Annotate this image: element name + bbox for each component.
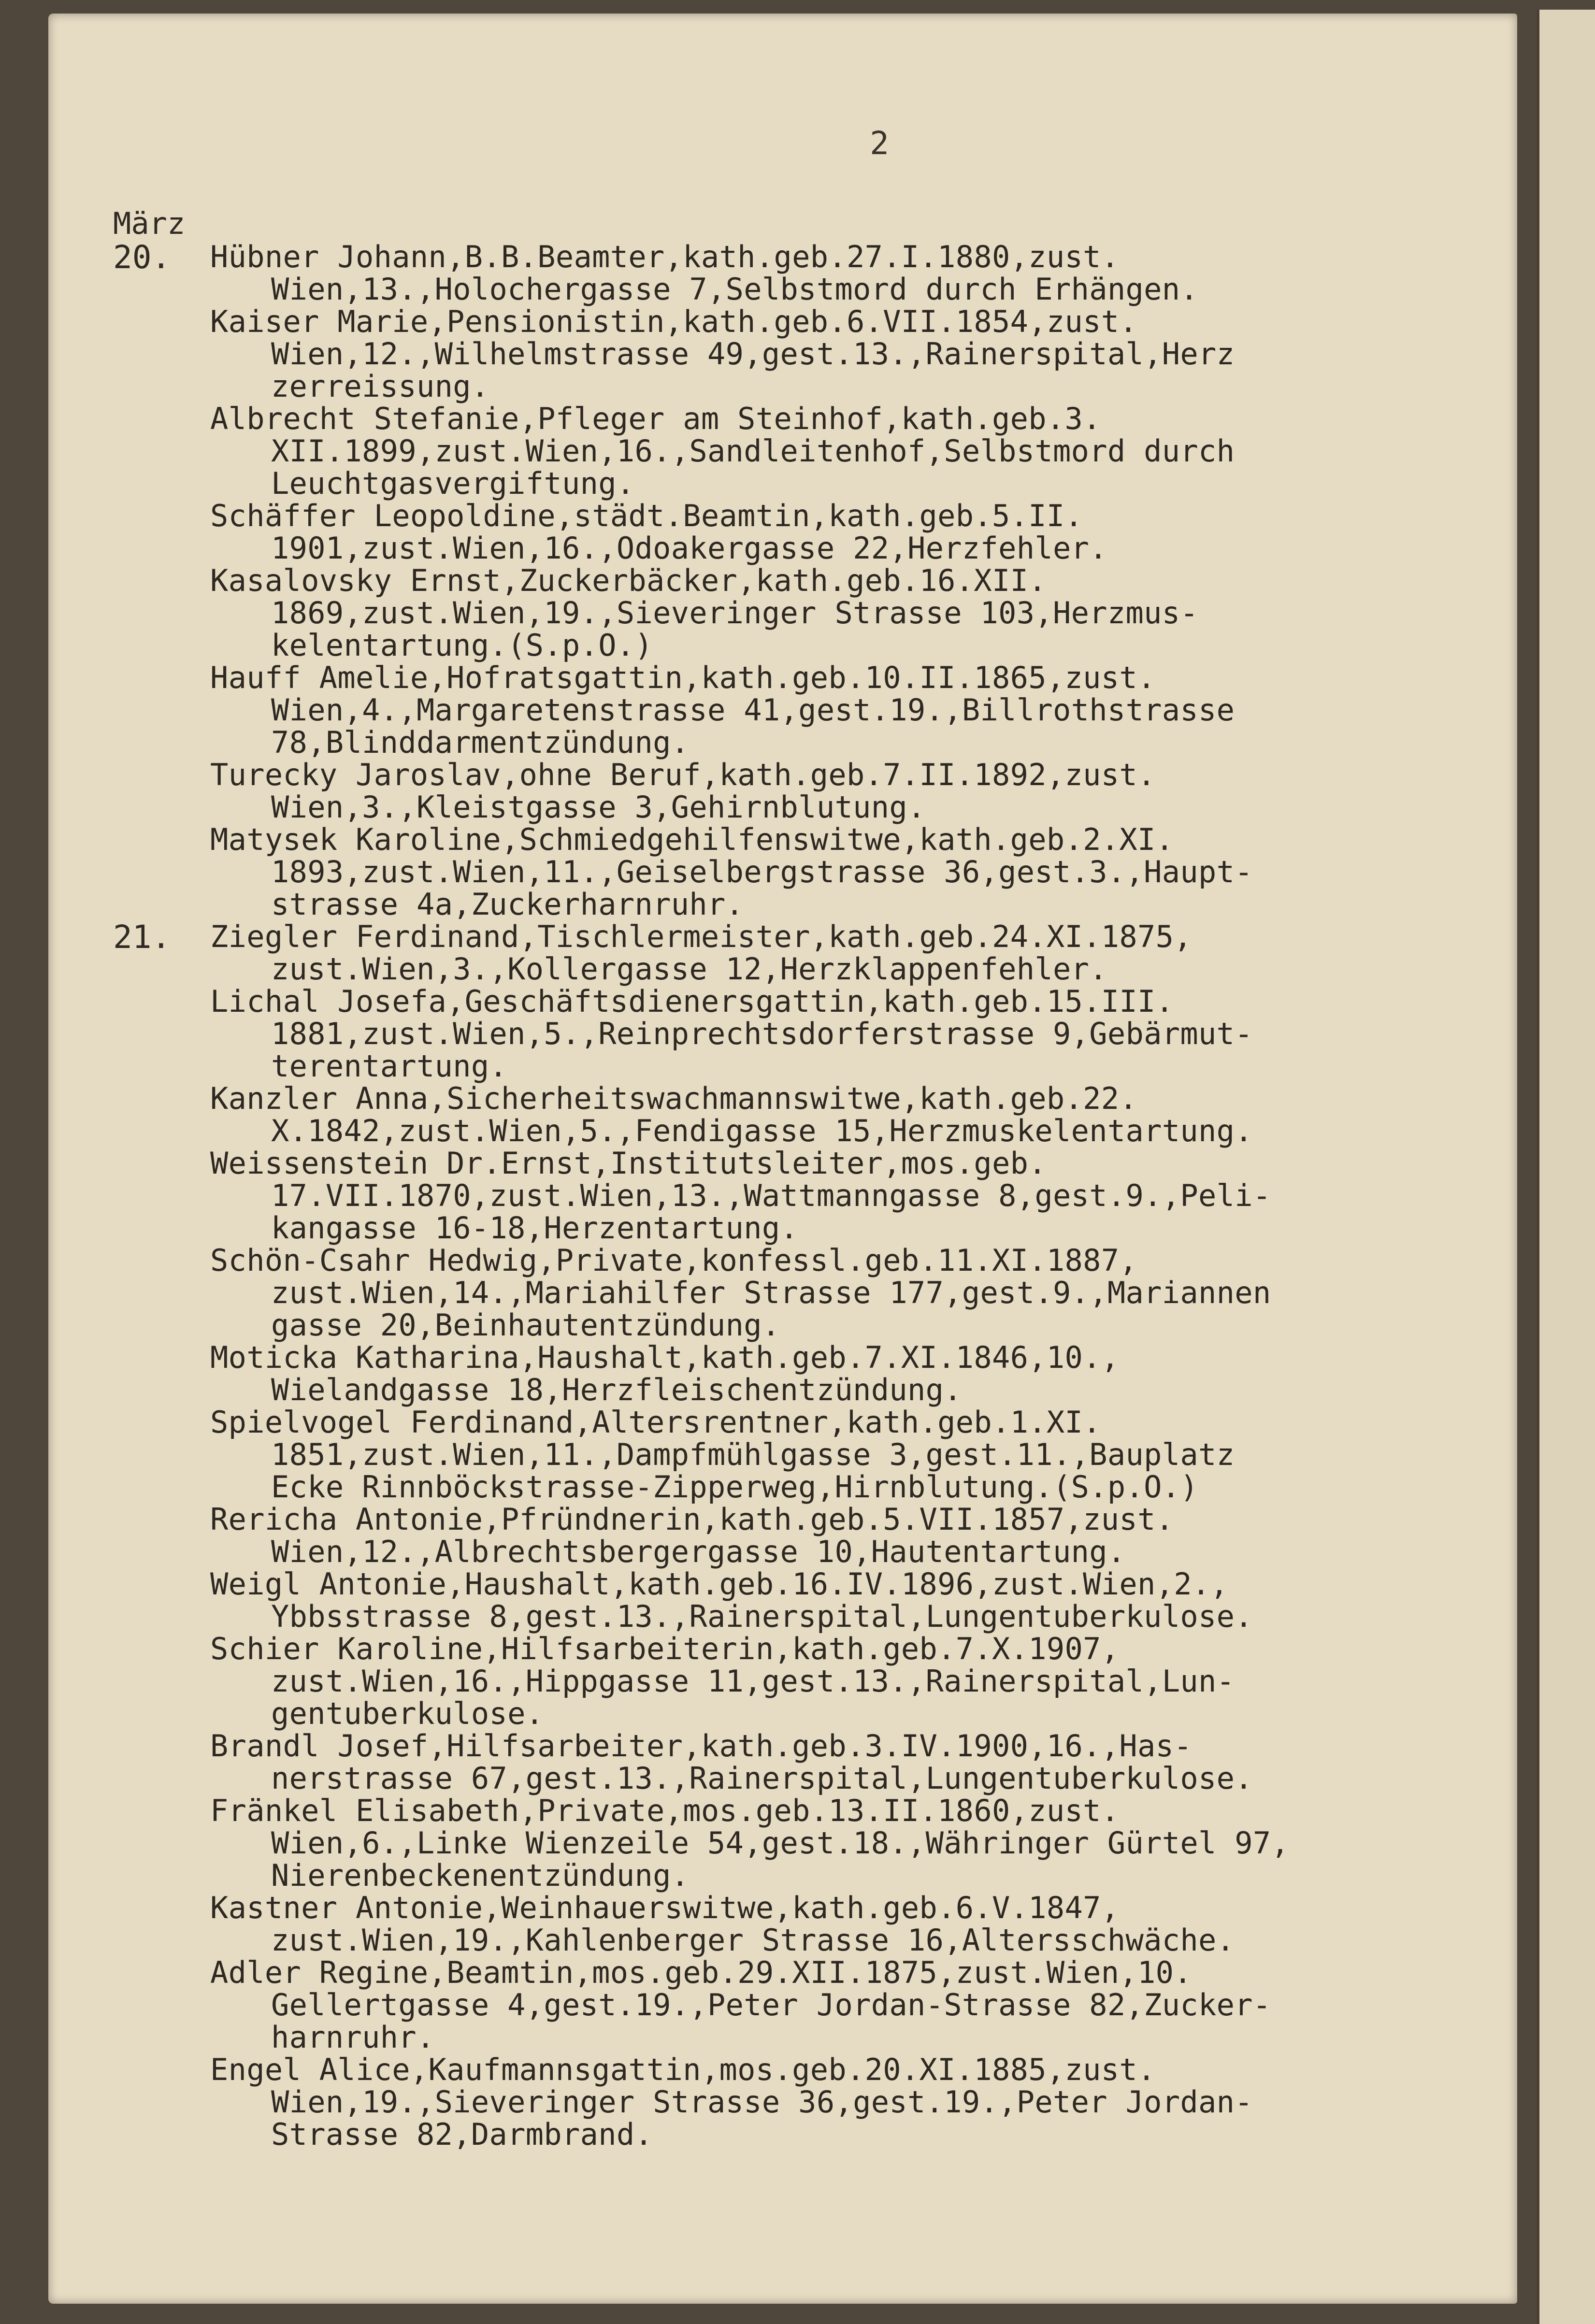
entry-continuation-line: zerreissung. xyxy=(271,369,489,404)
entry-continuation-line: gentuberkulose. xyxy=(271,1696,544,1731)
register-entry xyxy=(210,305,1491,402)
register-entry xyxy=(210,241,1491,305)
register-entry xyxy=(210,1341,1491,1406)
entry-first-line: Weigl Antonie,Haushalt,kath.geb.16.IV.1896,zust.Wien,2., xyxy=(210,1566,1229,1602)
entry-continuation-line: zust.Wien,3.,Kollergasse 12,Herzklappenfehler. xyxy=(271,951,1107,987)
entry-continuation-line: X.1842,zust.Wien,5.,Fendigasse 15,Herzmuskelentartung. xyxy=(271,1113,1253,1148)
entry-continuation-line: 78,Blinddarmentzündung. xyxy=(271,725,690,760)
entry-first-line: Schäffer Leopoldine,städt.Beamtin,kath.geb.5.II. xyxy=(210,498,1083,533)
register-entry xyxy=(210,500,1491,564)
register-entry xyxy=(210,823,1491,920)
entry-continuation-line: Ecke Rinnböckstrasse-Zipperweg,Hirnblutung.(S.p.O.) xyxy=(271,1469,1198,1505)
page-number: 2 xyxy=(870,125,889,162)
register-entry xyxy=(210,402,1491,500)
entry-continuation-line: zust.Wien,16.,Hippgasse 11,gest.13.,Rainerspital,Lun- xyxy=(271,1664,1235,1699)
entry-continuation-line: Ybbsstrasse 8,gest.13.,Rainerspital,Lungentuberkulose. xyxy=(271,1599,1253,1634)
entry-continuation-line: harnruhr. xyxy=(271,2020,435,2055)
day-label: 21. xyxy=(113,918,171,956)
entry-continuation-line: XII.1899,zust.Wien,16.,Sandleitenhof,Selbstmord durch xyxy=(271,433,1235,469)
entry-continuation-line: 1869,zust.Wien,19.,Sieveringer Strasse 103,Herzmus- xyxy=(271,595,1198,631)
entry-first-line: Rericha Antonie,Pfründnerin,kath.geb.5.VII.1857,zust. xyxy=(210,1502,1174,1537)
entry-first-line: Hauff Amelie,Hofratsgattin,kath.geb.10.II.1865,zust. xyxy=(210,660,1156,695)
register-entry xyxy=(210,759,1491,823)
register-entry xyxy=(210,661,1491,759)
entry-first-line: Ziegler Ferdinand,Tischlermeister,kath.geb.24.XI.1875, xyxy=(210,919,1192,954)
entry-continuation-line: 1881,zust.Wien,5.,Reinprechtsdorferstrasse 9,Gebärmut- xyxy=(271,1016,1253,1051)
entry-continuation-line: 1851,zust.Wien,11.,Dampfmühlgasse 3,gest.11.,Bauplatz xyxy=(271,1437,1235,1472)
entry-continuation-line: terentartung. xyxy=(271,1048,508,1084)
entry-continuation-line: kangasse 16-18,Herzentartung. xyxy=(271,1210,799,1246)
register-entry xyxy=(210,1147,1491,1244)
entry-continuation-line: 1893,zust.Wien,11.,Geiselbergstrasse 36,gest.3.,Haupt- xyxy=(271,854,1253,889)
entry-continuation-line: strasse 4a,Zuckerharnruhr. xyxy=(271,887,744,922)
entry-first-line: Kaiser Marie,Pensionistin,kath.geb.6.VII.1854,zust. xyxy=(210,304,1137,339)
adjacent-page-edge xyxy=(1537,10,1595,2324)
entry-continuation-line: zust.Wien,14.,Mariahilfer Strasse 177,gest.9.,Mariannen xyxy=(271,1275,1271,1310)
entry-continuation-line: zust.Wien,19.,Kahlenberger Strasse 16,Altersschwäche. xyxy=(271,1922,1235,1958)
entry-first-line: Turecky Jaroslav,ohne Beruf,kath.geb.7.II.1892,zust. xyxy=(210,757,1156,792)
entry-continuation-line: Gellertgasse 4,gest.19.,Peter Jordan-Strasse 82,Zucker- xyxy=(271,1987,1271,2023)
register-entry xyxy=(210,1406,1491,1503)
entry-first-line: Weissenstein Dr.Ernst,Institutsleiter,mos.geb. xyxy=(210,1146,1047,1181)
entry-continuation-line: Wien,12.,Albrechtsbergergasse 10,Hautentartung. xyxy=(271,1534,1126,1569)
register-entry xyxy=(210,1956,1491,2053)
entry-continuation-line: Strasse 82,Darmbrand. xyxy=(271,2117,653,2152)
register-entry xyxy=(210,1503,1491,1568)
register-entry xyxy=(210,2053,1491,2151)
register-entry xyxy=(210,1568,1491,1633)
entry-first-line: Brandl Josef,Hilfsarbeiter,kath.geb.3.IV.1900,16.,Has- xyxy=(210,1728,1192,1764)
day-label: 20. xyxy=(113,239,171,276)
entry-continuation-line: Wien,13.,Holochergasse 7,Selbstmord durch Erhängen. xyxy=(271,272,1198,307)
entry-first-line: Albrecht Stefanie,Pfleger am Steinhof,kath.geb.3. xyxy=(210,401,1101,436)
register-entry xyxy=(210,1892,1491,1956)
register-entry xyxy=(210,1244,1491,1341)
register-entry xyxy=(210,920,1491,985)
entry-first-line: Kanzler Anna,Sicherheitswachmannswitwe,kath.geb.22. xyxy=(210,1081,1137,1116)
entry-continuation-line: Wien,19.,Sieveringer Strasse 36,gest.19.,Peter Jordan- xyxy=(271,2084,1253,2120)
entry-first-line: Fränkel Elisabeth,Private,mos.geb.13.II.1860,zust. xyxy=(210,1793,1120,1828)
register-entry xyxy=(210,1730,1491,1794)
register-entry xyxy=(210,1633,1491,1730)
entry-continuation-line: Wien,12.,Wilhelmstrasse 49,gest.13.,Rainerspital,Herz xyxy=(271,336,1235,372)
entry-first-line: Engel Alice,Kaufmannsgattin,mos.geb.20.XI.1885,zust. xyxy=(210,2052,1156,2087)
entry-continuation-line: Nierenbeckenentzündung. xyxy=(271,1858,690,1893)
entry-first-line: Moticka Katharina,Haushalt,kath.geb.7.XI.1846,10., xyxy=(210,1340,1120,1375)
entry-continuation-line: gasse 20,Beinhautentzündung. xyxy=(271,1307,780,1343)
entry-first-line: Kasalovsky Ernst,Zuckerbäcker,kath.geb.16.XII. xyxy=(210,563,1047,598)
register-entry xyxy=(210,1082,1491,1147)
register-entry xyxy=(210,1794,1491,1892)
entry-first-line: Schön-Csahr Hedwig,Private,konfessl.geb.11.XI.1887, xyxy=(210,1243,1137,1278)
entry-continuation-line: Leuchtgasvergiftung. xyxy=(271,466,635,501)
entry-first-line: Hübner Johann,B.B.Beamter,kath.geb.27.I.1880,zust. xyxy=(210,239,1120,274)
entry-first-line: Spielvogel Ferdinand,Altersrentner,kath.geb.1.XI. xyxy=(210,1405,1101,1440)
entry-continuation-line: 1901,zust.Wien,16.,Odoakergasse 22,Herzfehler. xyxy=(271,531,1107,566)
register-entry xyxy=(210,564,1491,661)
document-page xyxy=(48,14,1517,2304)
entry-continuation-line: nerstrasse 67,gest.13.,Rainerspital,Lungentuberkulose. xyxy=(271,1761,1253,1796)
entry-continuation-line: 17.VII.1870,zust.Wien,13.,Wattmanngasse 8,gest.9.,Peli- xyxy=(271,1178,1271,1213)
entry-first-line: Kastner Antonie,Weinhauerswitwe,kath.geb.6.V.1847, xyxy=(210,1890,1120,1925)
entry-continuation-line: Wielandgasse 18,Herzfleischentzündung. xyxy=(271,1372,962,1407)
entry-continuation-line: Wien,6.,Linke Wienzeile 54,gest.18.,Währinger Gürtel 97, xyxy=(271,1825,1290,1861)
entry-continuation-line: Wien,3.,Kleistgasse 3,Gehirnblutung. xyxy=(271,789,926,825)
entry-first-line: Schier Karoline,Hilfsarbeiterin,kath.geb.7.X.1907, xyxy=(210,1631,1120,1666)
entry-first-line: Lichal Josefa,Geschäftsdienersgattin,kath.geb.15.III. xyxy=(210,984,1174,1019)
entry-continuation-line: kelentartung.(S.p.O.) xyxy=(271,628,653,663)
month-label: März xyxy=(113,206,186,241)
register-entry xyxy=(210,985,1491,1082)
entry-continuation-line: Wien,4.,Margaretenstrasse 41,gest.19.,Billrothstrasse xyxy=(271,692,1235,728)
entry-first-line: Matysek Karoline,Schmiedgehilfenswitwe,kath.geb.2.XI. xyxy=(210,822,1174,857)
entry-first-line: Adler Regine,Beamtin,mos.geb.29.XII.1875,zust.Wien,10. xyxy=(210,1955,1192,1990)
